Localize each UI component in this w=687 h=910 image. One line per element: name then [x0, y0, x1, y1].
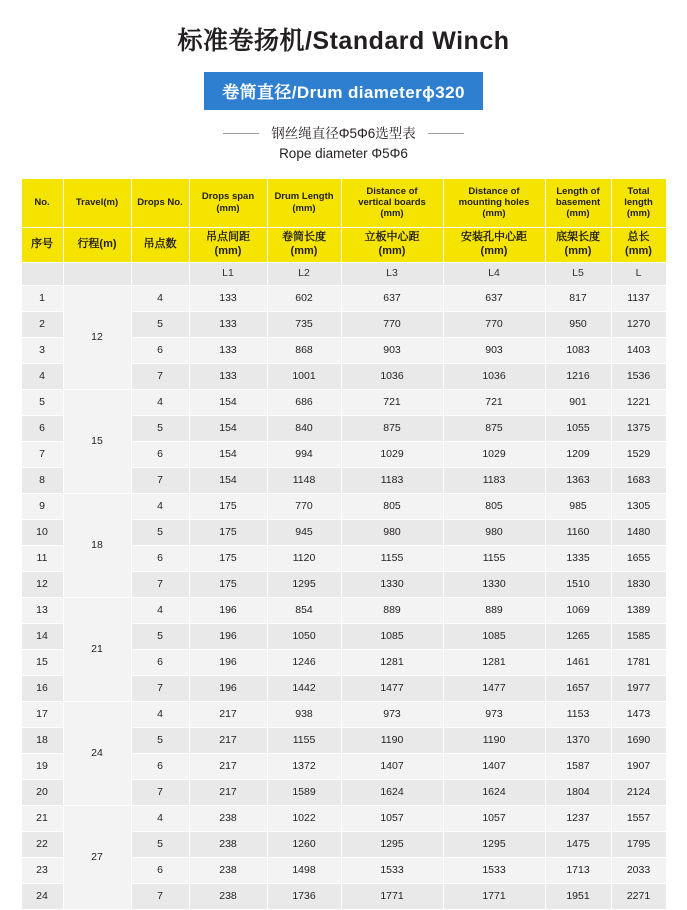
- cell-drops-no: 4: [131, 597, 189, 623]
- col-header-drops-cn: [131, 227, 189, 262]
- cell-drops-no: 6: [131, 649, 189, 675]
- cell-mounting-holes: 1190: [443, 727, 545, 753]
- table-row: [21, 701, 666, 727]
- cell-vertical-boards: 1624: [341, 779, 443, 805]
- cell-no: 18: [21, 727, 63, 753]
- symbol-l5: L5: [545, 262, 611, 285]
- cell-no: 24: [21, 883, 63, 909]
- cell-mounting-holes: 1029: [443, 441, 545, 467]
- cell-mounting-holes: 889: [443, 597, 545, 623]
- cell-drops-no: 5: [131, 623, 189, 649]
- col-header-basement-cn-l2: (mm): [564, 244, 592, 257]
- caption-cn: 钢丝绳直径Φ5Φ6选型表: [271, 125, 416, 141]
- cell-drops-span: 238: [189, 831, 267, 857]
- cell-vertical-boards: 980: [341, 519, 443, 545]
- cell-total-length: 1536: [611, 363, 666, 389]
- cell-basement-length: 1461: [545, 649, 611, 675]
- col-header-mounting-holes-en-l2: mounting holes: [458, 196, 530, 208]
- cell-travel: 18: [63, 493, 131, 597]
- symbol-drops: [131, 262, 189, 285]
- cell-basement-length: 1951: [545, 883, 611, 909]
- cell-mounting-holes: 637: [443, 285, 545, 311]
- header-row-english: [21, 178, 666, 227]
- caption-en: Rope diameter Φ5Φ6: [279, 146, 408, 162]
- cell-drops-span: 196: [189, 597, 267, 623]
- col-header-no-cn: [21, 227, 63, 262]
- cell-no: 6: [21, 415, 63, 441]
- cell-drum-length: 1155: [267, 727, 341, 753]
- cell-vertical-boards: 1533: [341, 857, 443, 883]
- cell-drops-span: 154: [189, 389, 267, 415]
- cell-drops-no: 5: [131, 311, 189, 337]
- col-header-travel-en-l1: Travel(m): [75, 196, 119, 208]
- cell-drops-span: 133: [189, 311, 267, 337]
- cell-drum-length: 1120: [267, 545, 341, 571]
- cell-total-length: 1389: [611, 597, 666, 623]
- col-header-drops-span-en-l1: Drops span: [201, 191, 255, 203]
- cell-basement-length: 1363: [545, 467, 611, 493]
- table-row: [21, 389, 666, 415]
- cell-total-length: 1480: [611, 519, 666, 545]
- col-header-drops-span-en-l2: (mm): [216, 202, 240, 214]
- col-header-drum-length-cn-l1: 卷筒长度: [282, 231, 326, 244]
- col-header-drops-en: [131, 178, 189, 227]
- cell-mounting-holes: 875: [443, 415, 545, 441]
- header-row-chinese: [21, 227, 666, 262]
- cell-total-length: 1830: [611, 571, 666, 597]
- cell-drops-span: 154: [189, 415, 267, 441]
- cell-no: 23: [21, 857, 63, 883]
- cell-drum-length: 770: [267, 493, 341, 519]
- cell-no: 15: [21, 649, 63, 675]
- cell-basement-length: 1370: [545, 727, 611, 753]
- col-header-vertical-boards-en-l1: Distance of: [366, 185, 418, 197]
- cell-mounting-holes: 1057: [443, 805, 545, 831]
- col-header-no-cn-l1: 序号: [31, 238, 53, 251]
- col-header-mounting-holes-cn-l2: (mm): [480, 244, 508, 257]
- cell-drum-length: 1736: [267, 883, 341, 909]
- col-header-vertical-boards-cn-l2: (mm): [378, 244, 406, 257]
- cell-vertical-boards: 1295: [341, 831, 443, 857]
- cell-mounting-holes: 1330: [443, 571, 545, 597]
- cell-vertical-boards: 1057: [341, 805, 443, 831]
- caption-row: [223, 124, 464, 144]
- cell-total-length: 1137: [611, 285, 666, 311]
- cell-total-length: 1305: [611, 493, 666, 519]
- cell-total-length: 1403: [611, 337, 666, 363]
- cell-mounting-holes: 973: [443, 701, 545, 727]
- col-header-vertical-boards-en: [341, 178, 443, 227]
- cell-total-length: 1375: [611, 415, 666, 441]
- cell-drops-span: 154: [189, 441, 267, 467]
- cell-travel: 24: [63, 701, 131, 805]
- col-header-travel-cn-l1: 行程(m): [77, 238, 117, 251]
- col-header-drum-length-cn: [267, 227, 341, 262]
- col-header-total-length-cn: [611, 227, 666, 262]
- cell-drops-no: 7: [131, 467, 189, 493]
- cell-no: 7: [21, 441, 63, 467]
- cell-mounting-holes: 980: [443, 519, 545, 545]
- cell-basement-length: 1209: [545, 441, 611, 467]
- cell-no: 13: [21, 597, 63, 623]
- cell-drum-length: 1050: [267, 623, 341, 649]
- cell-vertical-boards: 1085: [341, 623, 443, 649]
- col-header-travel-cn: [63, 227, 131, 262]
- table-body: [21, 285, 666, 909]
- subtitle-banner-wrap: [0, 72, 687, 110]
- table-row: [21, 597, 666, 623]
- cell-drum-length: 1295: [267, 571, 341, 597]
- cell-travel: 21: [63, 597, 131, 701]
- caption-block: [0, 124, 687, 164]
- cell-total-length: 1529: [611, 441, 666, 467]
- cell-vertical-boards: 1771: [341, 883, 443, 909]
- cell-basement-length: 1153: [545, 701, 611, 727]
- cell-mounting-holes: 721: [443, 389, 545, 415]
- cell-mounting-holes: 1036: [443, 363, 545, 389]
- symbol-l2: L2: [267, 262, 341, 285]
- cell-no: 8: [21, 467, 63, 493]
- cell-mounting-holes: 903: [443, 337, 545, 363]
- col-header-vertical-boards-en-l3: (mm): [380, 208, 404, 220]
- col-header-mounting-holes-en: [443, 178, 545, 227]
- cell-no: 17: [21, 701, 63, 727]
- cell-drops-span: 238: [189, 805, 267, 831]
- cell-mounting-holes: 1407: [443, 753, 545, 779]
- symbol-travel: [63, 262, 131, 285]
- cell-drops-span: 175: [189, 493, 267, 519]
- cell-drops-span: 238: [189, 857, 267, 883]
- col-header-vertical-boards-cn-l1: 立板中心距: [364, 231, 420, 244]
- cell-drum-length: 602: [267, 285, 341, 311]
- cell-drops-span: 217: [189, 779, 267, 805]
- cell-mounting-holes: 1771: [443, 883, 545, 909]
- col-header-drum-length-en: [267, 178, 341, 227]
- cell-drum-length: 1001: [267, 363, 341, 389]
- cell-basement-length: 1069: [545, 597, 611, 623]
- cell-basement-length: 1804: [545, 779, 611, 805]
- cell-travel: 12: [63, 285, 131, 389]
- cell-drum-length: 686: [267, 389, 341, 415]
- col-header-basement-cn-l1: 底架长度: [556, 231, 600, 244]
- table-row: [21, 285, 666, 311]
- cell-total-length: 1690: [611, 727, 666, 753]
- col-header-drops-cn-l1: 吊点数: [143, 238, 177, 251]
- cell-no: 11: [21, 545, 63, 571]
- cell-total-length: 1270: [611, 311, 666, 337]
- cell-drum-length: 840: [267, 415, 341, 441]
- col-header-vertical-boards-cn: [341, 227, 443, 262]
- cell-total-length: 1655: [611, 545, 666, 571]
- col-header-total-length-en-l1: Total: [627, 185, 650, 197]
- cell-mounting-holes: 1155: [443, 545, 545, 571]
- cell-drum-length: 994: [267, 441, 341, 467]
- cell-drops-span: 217: [189, 753, 267, 779]
- cell-basement-length: 1713: [545, 857, 611, 883]
- cell-vertical-boards: 721: [341, 389, 443, 415]
- col-header-total-length-en-l2: length: [624, 196, 653, 208]
- col-header-drum-length-en-l2: (mm): [292, 202, 316, 214]
- cell-drops-span: 196: [189, 675, 267, 701]
- cell-no: 21: [21, 805, 63, 831]
- cell-drops-span: 196: [189, 623, 267, 649]
- cell-vertical-boards: 1477: [341, 675, 443, 701]
- cell-total-length: 1781: [611, 649, 666, 675]
- specification-table: [21, 178, 667, 910]
- cell-drops-span: 175: [189, 545, 267, 571]
- col-header-drops-span-cn: [189, 227, 267, 262]
- symbol-l3: L3: [341, 262, 443, 285]
- cell-travel: 27: [63, 805, 131, 909]
- cell-mounting-holes: 770: [443, 311, 545, 337]
- cell-drops-no: 4: [131, 389, 189, 415]
- header-row-symbols: [21, 262, 666, 285]
- cell-drops-no: 6: [131, 337, 189, 363]
- table-row: [21, 805, 666, 831]
- cell-no: 19: [21, 753, 63, 779]
- cell-vertical-boards: 903: [341, 337, 443, 363]
- cell-vertical-boards: 805: [341, 493, 443, 519]
- cell-basement-length: 1055: [545, 415, 611, 441]
- col-header-mounting-holes-en-l1: Distance of: [468, 185, 520, 197]
- cell-no: 20: [21, 779, 63, 805]
- cell-basement-length: 1083: [545, 337, 611, 363]
- col-header-mounting-holes-en-l3: (mm): [482, 208, 506, 220]
- col-header-basement-en-l1: Length of: [556, 185, 600, 197]
- cell-vertical-boards: 770: [341, 311, 443, 337]
- cell-basement-length: 1657: [545, 675, 611, 701]
- col-header-basement-en: [545, 178, 611, 227]
- caption-rule-right: [428, 133, 464, 134]
- cell-drops-no: 7: [131, 675, 189, 701]
- cell-basement-length: 901: [545, 389, 611, 415]
- cell-drops-no: 6: [131, 857, 189, 883]
- cell-total-length: 2124: [611, 779, 666, 805]
- cell-drops-span: 238: [189, 883, 267, 909]
- cell-no: 12: [21, 571, 63, 597]
- col-header-total-length-en: [611, 178, 666, 227]
- cell-drum-length: 1246: [267, 649, 341, 675]
- cell-drum-length: 945: [267, 519, 341, 545]
- cell-vertical-boards: 889: [341, 597, 443, 623]
- cell-drops-no: 4: [131, 493, 189, 519]
- cell-drops-span: 175: [189, 519, 267, 545]
- cell-drops-span: 133: [189, 337, 267, 363]
- cell-basement-length: 1510: [545, 571, 611, 597]
- cell-vertical-boards: 1155: [341, 545, 443, 571]
- cell-vertical-boards: 1281: [341, 649, 443, 675]
- cell-basement-length: 1160: [545, 519, 611, 545]
- cell-total-length: 1795: [611, 831, 666, 857]
- cell-drops-no: 7: [131, 779, 189, 805]
- cell-drops-no: 5: [131, 727, 189, 753]
- cell-drum-length: 1260: [267, 831, 341, 857]
- cell-drum-length: 1372: [267, 753, 341, 779]
- cell-no: 16: [21, 675, 63, 701]
- cell-drops-no: 7: [131, 883, 189, 909]
- cell-drops-span: 154: [189, 467, 267, 493]
- cell-no: 10: [21, 519, 63, 545]
- cell-drum-length: 1022: [267, 805, 341, 831]
- col-header-drops-span-cn-l1: 吊点间距: [206, 231, 250, 244]
- cell-vertical-boards: 1407: [341, 753, 443, 779]
- col-header-vertical-boards-en-l2: vertical boards: [358, 196, 426, 208]
- cell-drum-length: 1148: [267, 467, 341, 493]
- cell-total-length: 2271: [611, 883, 666, 909]
- table-row: [21, 493, 666, 519]
- col-header-mounting-holes-cn: [443, 227, 545, 262]
- cell-mounting-holes: 805: [443, 493, 545, 519]
- cell-mounting-holes: 1183: [443, 467, 545, 493]
- cell-basement-length: 1475: [545, 831, 611, 857]
- cell-no: 5: [21, 389, 63, 415]
- symbol-l4: L4: [443, 262, 545, 285]
- cell-drops-no: 5: [131, 519, 189, 545]
- cell-drops-no: 7: [131, 571, 189, 597]
- cell-drops-span: 133: [189, 363, 267, 389]
- cell-no: 14: [21, 623, 63, 649]
- cell-vertical-boards: 1036: [341, 363, 443, 389]
- caption-rule-left: [223, 133, 259, 134]
- cell-drops-span: 217: [189, 701, 267, 727]
- cell-drops-span: 175: [189, 571, 267, 597]
- cell-basement-length: 1265: [545, 623, 611, 649]
- cell-travel: 15: [63, 389, 131, 493]
- cell-total-length: 1221: [611, 389, 666, 415]
- cell-basement-length: 1587: [545, 753, 611, 779]
- cell-vertical-boards: 1330: [341, 571, 443, 597]
- col-header-basement-cn: [545, 227, 611, 262]
- cell-mounting-holes: 1085: [443, 623, 545, 649]
- cell-drum-length: 1442: [267, 675, 341, 701]
- cell-total-length: 1977: [611, 675, 666, 701]
- cell-drum-length: 868: [267, 337, 341, 363]
- col-header-total-length-cn-l2: (mm): [625, 244, 652, 257]
- col-header-drops-en-l1: Drops No.: [137, 196, 183, 208]
- cell-basement-length: 817: [545, 285, 611, 311]
- cell-drops-no: 6: [131, 753, 189, 779]
- cell-mounting-holes: 1477: [443, 675, 545, 701]
- symbol-l1: L1: [189, 262, 267, 285]
- cell-no: 3: [21, 337, 63, 363]
- cell-vertical-boards: 1029: [341, 441, 443, 467]
- symbol-l: L: [611, 262, 666, 285]
- cell-total-length: 2033: [611, 857, 666, 883]
- cell-basement-length: 1216: [545, 363, 611, 389]
- cell-no: 9: [21, 493, 63, 519]
- col-header-drum-length-en-l1: Drum Length: [274, 191, 334, 203]
- cell-basement-length: 950: [545, 311, 611, 337]
- cell-basement-length: 985: [545, 493, 611, 519]
- cell-basement-length: 1237: [545, 805, 611, 831]
- cell-vertical-boards: 1183: [341, 467, 443, 493]
- cell-drops-span: 133: [189, 285, 267, 311]
- table-header: [21, 178, 666, 285]
- cell-total-length: 1683: [611, 467, 666, 493]
- cell-drops-no: 7: [131, 363, 189, 389]
- cell-basement-length: 1335: [545, 545, 611, 571]
- cell-drum-length: 735: [267, 311, 341, 337]
- cell-no: 1: [21, 285, 63, 311]
- cell-drum-length: 854: [267, 597, 341, 623]
- cell-drum-length: 1498: [267, 857, 341, 883]
- cell-vertical-boards: 637: [341, 285, 443, 311]
- col-header-total-length-en-l3: (mm): [626, 208, 651, 220]
- cell-mounting-holes: 1624: [443, 779, 545, 805]
- cell-drops-span: 217: [189, 727, 267, 753]
- col-header-no-en-l1: No.: [34, 196, 50, 208]
- cell-total-length: 1585: [611, 623, 666, 649]
- cell-vertical-boards: 973: [341, 701, 443, 727]
- col-header-basement-en-l2: basement: [555, 196, 601, 208]
- cell-drops-no: 5: [131, 415, 189, 441]
- cell-drum-length: 1589: [267, 779, 341, 805]
- symbol-no: [21, 262, 63, 285]
- cell-drops-no: 5: [131, 831, 189, 857]
- page-title: 标准卷扬机/Standard Winch: [177, 27, 510, 55]
- col-header-travel-en: [63, 178, 131, 227]
- cell-no: 2: [21, 311, 63, 337]
- cell-drops-no: 4: [131, 805, 189, 831]
- col-header-drum-length-cn-l2: (mm): [290, 244, 318, 257]
- cell-total-length: 1557: [611, 805, 666, 831]
- cell-drops-no: 4: [131, 285, 189, 311]
- cell-drops-no: 6: [131, 545, 189, 571]
- cell-drops-no: 4: [131, 701, 189, 727]
- cell-drops-no: 6: [131, 441, 189, 467]
- cell-no: 22: [21, 831, 63, 857]
- col-header-mounting-holes-cn-l1: 安装孔中心距: [461, 231, 527, 244]
- cell-drops-span: 196: [189, 649, 267, 675]
- col-header-basement-en-l3: (mm): [566, 208, 590, 220]
- cell-total-length: 1473: [611, 701, 666, 727]
- cell-total-length: 1907: [611, 753, 666, 779]
- cell-vertical-boards: 875: [341, 415, 443, 441]
- drum-diameter-banner: 卷筒直径/Drum diameterϕ320: [204, 72, 483, 110]
- col-header-drops-span-cn-l2: (mm): [214, 244, 242, 257]
- cell-no: 4: [21, 363, 63, 389]
- cell-vertical-boards: 1190: [341, 727, 443, 753]
- cell-mounting-holes: 1281: [443, 649, 545, 675]
- col-header-drops-span-en: [189, 178, 267, 227]
- col-header-no-en: [21, 178, 63, 227]
- cell-drum-length: 938: [267, 701, 341, 727]
- cell-mounting-holes: 1533: [443, 857, 545, 883]
- col-header-total-length-cn-l1: 总长: [627, 231, 650, 244]
- cell-mounting-holes: 1295: [443, 831, 545, 857]
